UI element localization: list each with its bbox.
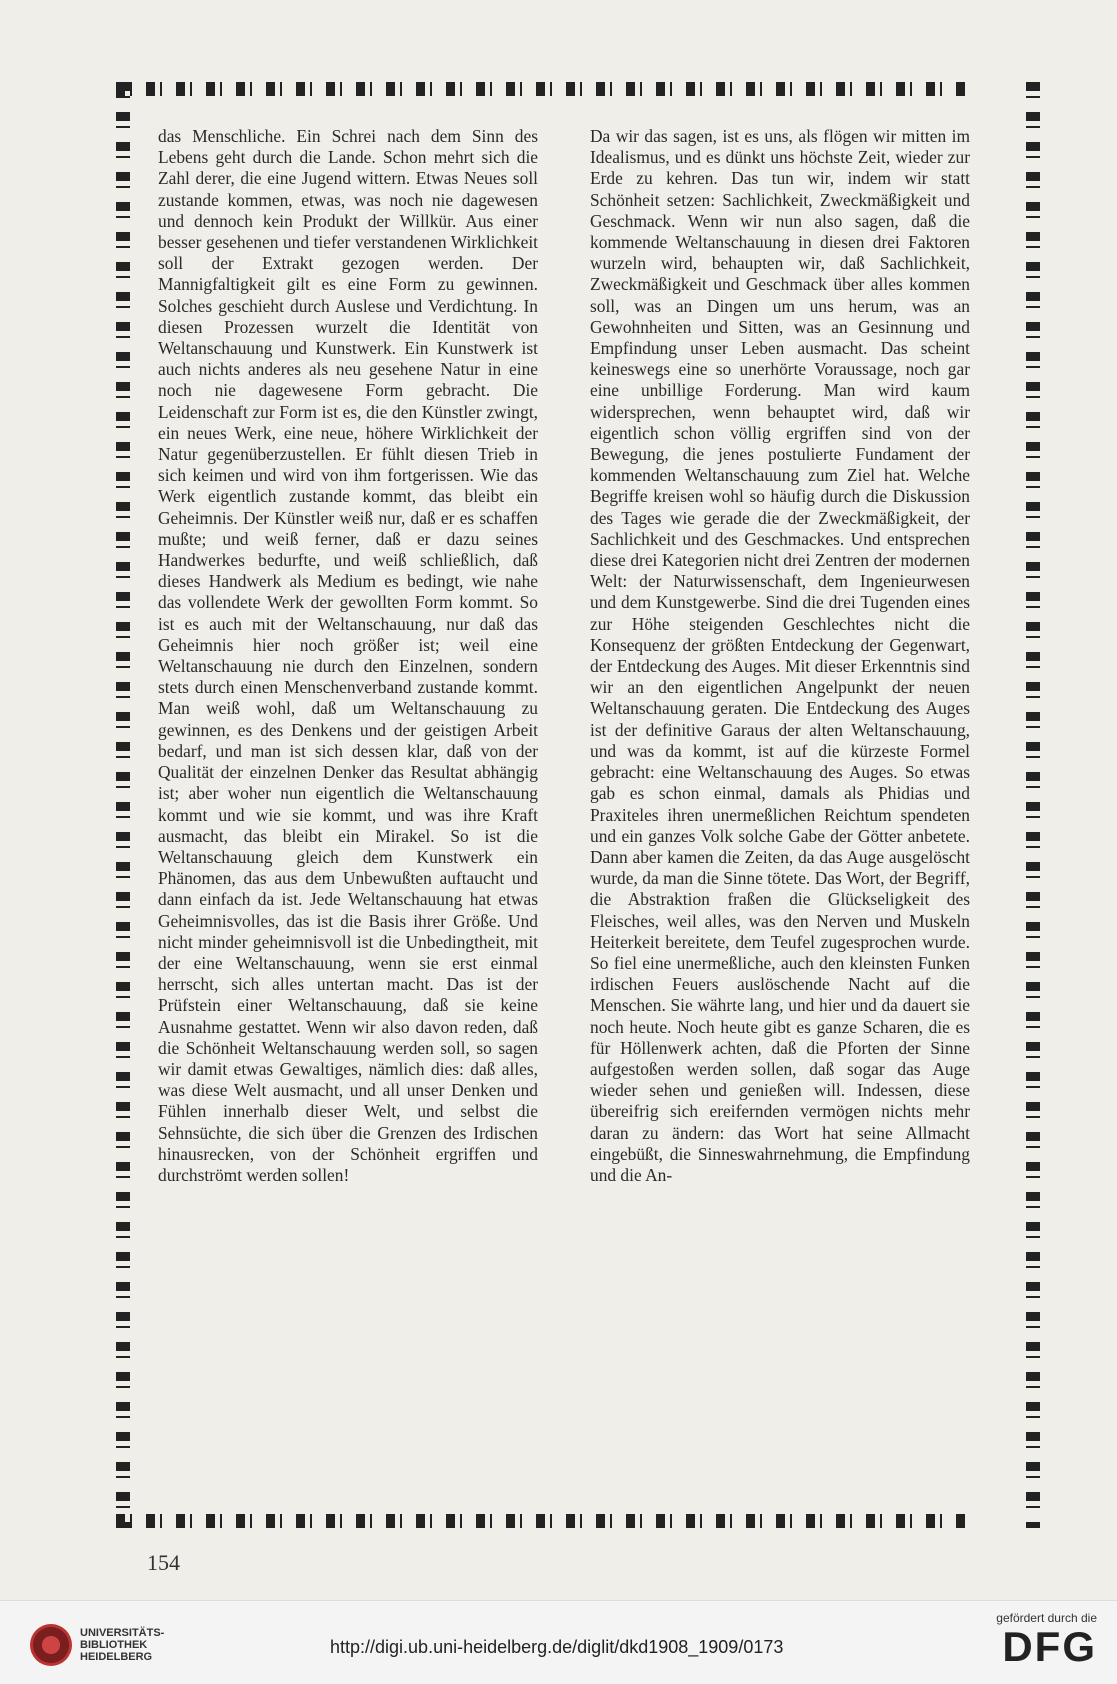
left-text-column (158, 126, 538, 1186)
library-name: UNIVERSITÄTS- BIBLIOTHEK HEIDELBERG (80, 1627, 165, 1663)
frame-top (116, 82, 970, 96)
footer-bar (0, 1600, 1117, 1684)
source-url-link[interactable]: http://digi.ub.uni-heidelberg.de/diglit/dkd1908_1909/0173 (330, 1637, 784, 1657)
right-text-column (590, 126, 970, 1186)
dfg-logo: DFG (1002, 1623, 1097, 1670)
frame-bottom (116, 1514, 970, 1528)
funding-caption: gefördert durch die (996, 1611, 1097, 1625)
frame-right (1026, 82, 1040, 1528)
page-number: 154 (147, 1550, 180, 1575)
frame-left (116, 82, 130, 1528)
university-seal-icon (30, 1624, 72, 1666)
paragraph: Da wir das sagen, ist es uns, als flögen wir mitten im Idealismus, und es dünkt uns höchste Zeit, wieder zur Erde zu kehren. Das tun wir, indem wir statt Schönheit setzen: Sachlichkeit, Zweckmäßigkeit und Geschmack. Wenn wir nun also sagen, daß die kommende Weltanschauung in diesen drei Faktoren wurzeln wird, behaupten wir, daß Sachlichkeit, Zweckmäßigkeit und Geschmack über alles kommen soll, was an Dingen um uns herum, was an Gewohnheiten und Sitten, was an Gesinnung und Empfindung unser Leben ausmacht. Das scheint keineswegs eine so unerhörte Voraussage, noch gar eine unbillige Forderung. Man wird kaum widersprechen, wenn behauptet wird, daß wir eigentlich schon völlig ergriffen sind von der Bewegung, die jenes postulierte Fundament der kommenden Weltanschauung zum Ziel hat. Welche Begriffe kreisen wohl so häufig durch die Diskussion des Tages wie gerade die der Zweckmäßigkeit, der Sachlichkeit und des Geschmackes. Und entsprechen diese drei Kategorien nicht drei Zentren der modernen Welt: der Naturwissenschaft, dem Ingenieurwesen und dem Kunstgewerbe. Sind die drei Tugenden eines zur Höhe steigenden Geschlechtes nicht die Konsequenz der größten Entdeckung der Gegenwart, der Entdeckung des Auges. Mit dieser Erkenntnis sind wir an den eigentlichen Angelpunkt der neuen Weltanschauung geraten. Die Entdeckung des Auges ist der definitive Garaus der alten Weltanschauung, und was da kommt, ist auf die kürzeste Formel gebracht: eine Weltanschauung des Auges. So etwas gab es schon einmal, damals als Phidias und Praxiteles ihren unermeßlichen Reichtum spendeten und ein ganzes Volk solche Gabe der Götter anbetete. Dann aber kamen die Zeiten, da das Auge ausgelöscht wurde, da man die Sinne tötete. Das Wort, der Begriff, die Abstraktion fraßen die Glückseligkeit des Fleisches, weil alles, was den Nerven und Muskeln Heiterkeit bereitete, dem Teufel zugesprochen wurde. So fiel eine unermeßliche, auch den kleinsten Funken irdischen Feuers auslöschende Nacht auf die Menschen. Sie währte lang, und hier und da dauert sie noch heute. Noch heute gibt es ganze Scharen, die es für Höllenwerk achten, daß die Pforten der Sinne aufgestoßen werden sollen, daß sogar das Auge wieder sehen und genießen will. Indessen, diese übereifrig sich ereifernden vermögen nichts mehr daran zu ändern: das Wort hat seine Allmacht eingebüßt, die Sinneswahrnehmung, die Empfindung und die An- (590, 126, 970, 1185)
paragraph: das Menschliche. Ein Schrei nach dem Sinn des Lebens geht durch die Lande. Schon mehrt sich die Zahl derer, die eine Jugend wittern. Etwas Neues soll zustande kommen, etwas, was noch nie dagewesen und dennoch kein Produkt der Willkür. Aus einer besser gesehenen und tiefer verstandenen Wirklichkeit soll der Extrakt gezogen werden. Der Mannigfaltigkeit gilt es eine Form zu gewinnen. Solches geschieht durch Auslese und Verdichtung. In diesen Prozessen wurzelt die Identität von Weltanschauung und Kunstwerk. Ein Kunstwerk ist auch nichts anderes als neu gesehene Natur in eine noch nie dagewesene Form gebracht. Die Leidenschaft zur Form ist es, die den Künstler zwingt, ein neues Werk, eine neue, höhere Wirklichkeit der Natur gegenüberzustellen. Er fühlt diesen Trieb in sich keimen und wird von ihm fortgerissen. Wie das Werk eigentlich zustande kommt, das bleibt ein Geheimnis. Der Künstler weiß nur, daß er es schaffen mußte; und weiß ferner, daß er dazu seines Handwerkes bedurfte, und weiß schließlich, daß dieses Handwerk als Medium es bedingt, wie nahe das vollendete Werk der gewollten Form kommt. So ist es auch mit der Weltanschauung, nur daß das Geheimnis hier noch größer ist; weil eine Weltanschauung nie durch den Einzelnen, sondern stets durch einen Menschenverband zustande kommt. Man weiß wohl, daß um Weltanschauung zu gewinnen, es des Denkens und der geistigen Arbeit bedarf, und man ist sich dessen klar, daß von der Qualität der einzelnen Denker das Resultat abhängig ist; aber woher nun eigentlich die Weltanschauung kommt und wie sie kommt, und was ihre Kraft ausmacht, das bleibt ein Mirakel. So ist die Weltanschauung gleich dem Kunstwerk ein Phänomen, das aus dem Unbewußten auftaucht und dann einfach da ist. Jede Weltanschauung hat etwas Geheimnisvolles, das ist die Basis ihrer Größe. Und nicht minder geheimnisvoll ist die Unbedingtheit, mit der eine Weltanschauung, wenn sie erst einmal herrscht, sich alles untertan macht. Das ist der Prüfstein einer Weltanschauung, daß sie keine Ausnahme gestattet. Wenn wir also davon reden, daß die Schönheit Weltanschauung werden soll, so sagen wir damit etwas Gewaltiges, nämlich dies: daß alles, was diese Welt ausmacht, und all unser Denken und Fühlen innerhalb dieser Welt, und selbst die Sehnsüchte, die sich über die Grenzen des Irdischen hinausrecken, von der Schönheit ergriffen und durchströmt werden sollen! (158, 126, 538, 1185)
funder-block (996, 1611, 1097, 1669)
library-logo (30, 1623, 180, 1667)
